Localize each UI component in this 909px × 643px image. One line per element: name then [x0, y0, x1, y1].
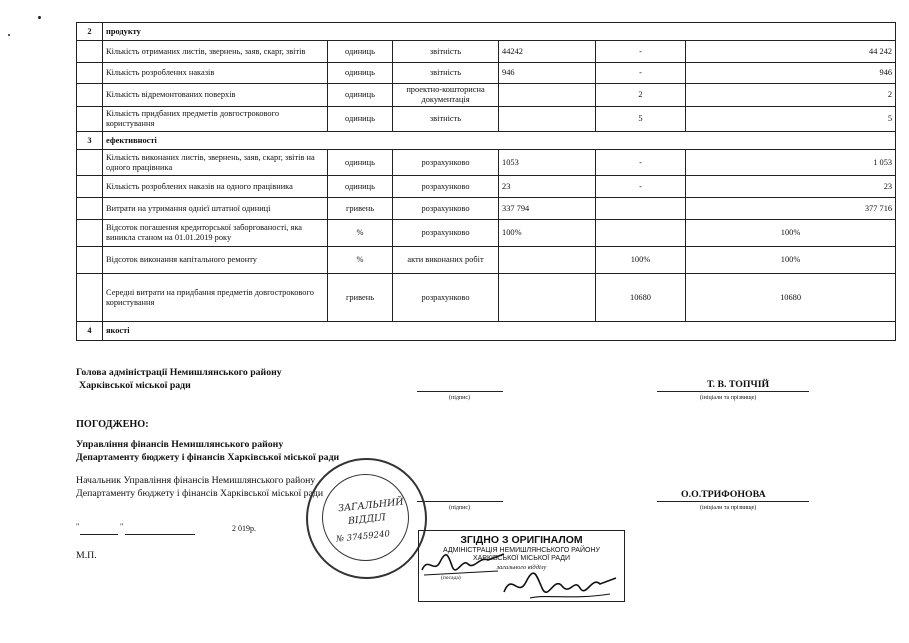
- value-general: 337 794: [499, 198, 596, 220]
- value-special: 100%: [596, 247, 686, 274]
- round-seal: [306, 458, 427, 579]
- stamp-line1: АДМІНІСТРАЦІЯ НЕМИШЛЯНСЬКОГО РАЙОНУ: [443, 547, 600, 554]
- table-row: [77, 150, 896, 176]
- indicator-name: Витрати на утримання однієї штатної одиниці: [103, 198, 328, 220]
- value-total: 100%: [686, 247, 896, 274]
- agreed-name: О.О.ТРИФОНОВА: [681, 489, 766, 500]
- table-row: [77, 84, 896, 107]
- signature-caption: (підпис): [449, 505, 471, 511]
- table-row: [77, 274, 896, 322]
- name-line: [657, 501, 809, 502]
- handwritten-signature: [418, 548, 508, 580]
- agreed-heading: ПОГОДЖЕНО:: [76, 419, 149, 430]
- scan-dot: [38, 16, 41, 19]
- date-year: 2 019р.: [232, 524, 256, 533]
- unit: одиниць: [328, 150, 393, 176]
- unit: одиниць: [328, 41, 393, 63]
- source: акти виконаних робіт: [393, 247, 499, 274]
- source: розрахунково: [393, 176, 499, 198]
- unit: одиниць: [328, 63, 393, 84]
- indicator-name: Середні витрати на придбання предметів довгострокового користування: [103, 274, 328, 322]
- signature-caption: (підпис): [449, 395, 471, 401]
- section-number: 2: [77, 23, 103, 41]
- indicator-name: Кількість відремонтованих поверхів: [103, 84, 328, 107]
- value-general: [499, 274, 596, 322]
- scan-dot: [8, 34, 10, 36]
- head-title-line1: Голова адміністрації Немишлянського району: [76, 367, 282, 378]
- agreed-org-line1: Управління фінансів Немишлянського району: [76, 439, 284, 450]
- section-number: 4: [77, 322, 103, 341]
- agreed-org-line2: Департаменту бюджету і фінансів Харківської міської ради: [76, 452, 340, 463]
- seal-code: № 37459240: [335, 529, 391, 545]
- date-month-line: [125, 534, 195, 535]
- signature-line: [417, 391, 503, 392]
- value-total: 1 053: [686, 150, 896, 176]
- section-row: [77, 322, 896, 341]
- seal-text-line2: ВІДДІЛ: [347, 512, 387, 527]
- value-total: 5: [686, 107, 896, 132]
- indicator-name: Кількість виконаних листів, звернень, заяв, скарг, звітів на одного працівника: [103, 150, 328, 176]
- table-row: [77, 63, 896, 84]
- indicator-name: Кількість отриманих листів, звернень, заяв, скарг, звітів: [103, 41, 328, 63]
- table-row: [77, 247, 896, 274]
- table-row: [77, 107, 896, 132]
- unit: одиниць: [328, 176, 393, 198]
- value-special: [596, 220, 686, 247]
- indicators-table: [76, 22, 896, 341]
- table-row: [77, 220, 896, 247]
- stamp-line3: загального відділу: [496, 564, 547, 571]
- date-day-line: [80, 534, 118, 535]
- table-row: [77, 41, 896, 63]
- section-title: продукту: [103, 23, 896, 41]
- source: розрахунково: [393, 150, 499, 176]
- handwritten-signature: [500, 568, 620, 604]
- mp-label: М.П.: [76, 550, 97, 561]
- section-title: якості: [103, 322, 896, 341]
- indicator-name: Кількість розроблених наказів на одного працівника: [103, 176, 328, 198]
- value-special: 2: [596, 84, 686, 107]
- source: розрахунково: [393, 274, 499, 322]
- value-total: 946: [686, 63, 896, 84]
- date-quote-open: ": [76, 522, 80, 531]
- stamp-line2: ХАРКІВСЬКОЇ МІСЬКОЇ РАДИ: [472, 555, 571, 562]
- section-number: 3: [77, 132, 103, 150]
- value-total: 23: [686, 176, 896, 198]
- unit: одиниць: [328, 84, 393, 107]
- source: розрахунково: [393, 220, 499, 247]
- value-general: [499, 84, 596, 107]
- table-row: [77, 198, 896, 220]
- indicator-name: Відсоток виконання капітального ремонту: [103, 247, 328, 274]
- value-total: 2: [686, 84, 896, 107]
- name-caption: (ініціали та прізвище): [700, 395, 757, 401]
- indicator-name: Кількість розроблених наказів: [103, 63, 328, 84]
- value-general: 23: [499, 176, 596, 198]
- section-title: ефективності: [103, 132, 896, 150]
- value-special: [596, 198, 686, 220]
- value-special: -: [596, 176, 686, 198]
- unit: %: [328, 247, 393, 274]
- stamp-caption: (посада): [441, 575, 461, 581]
- value-total: 377 716: [686, 198, 896, 220]
- value-special: -: [596, 41, 686, 63]
- value-special: -: [596, 63, 686, 84]
- value-special: 5: [596, 107, 686, 132]
- value-total: 44 242: [686, 41, 896, 63]
- indicator-name: Відсоток погашення кредиторської заборгованості, яка виникла станом на 01.01.2019 року: [103, 220, 328, 247]
- value-total: 100%: [686, 220, 896, 247]
- signature-line: [417, 501, 503, 502]
- head-title-line2: Харківської міської ради: [79, 380, 191, 391]
- section-row: [77, 23, 896, 41]
- agreed-position-line2: Департаменту бюджету і фінансів Харківської міської ради: [76, 488, 324, 499]
- unit: %: [328, 220, 393, 247]
- value-general: [499, 107, 596, 132]
- value-general: 100%: [499, 220, 596, 247]
- unit: гривень: [328, 274, 393, 322]
- agreed-position-line1: Начальник Управління фінансів Немишлянського району: [76, 475, 316, 486]
- unit: гривень: [328, 198, 393, 220]
- source: розрахунково: [393, 198, 499, 220]
- head-name: Т. В. ТОПЧІЙ: [707, 379, 770, 390]
- value-general: 946: [499, 63, 596, 84]
- name-caption: (ініціали та прізвище): [700, 505, 757, 511]
- value-special: -: [596, 150, 686, 176]
- date-quote-close: ": [120, 522, 124, 531]
- table-row: [77, 176, 896, 198]
- seal-text-line1: ЗАГАЛЬНИЙ: [337, 496, 405, 515]
- section-row: [77, 132, 896, 150]
- source: проектно-кошторисна документація: [393, 84, 499, 107]
- value-general: 44242: [499, 41, 596, 63]
- name-line: [657, 391, 809, 392]
- stamp-title: ЗГІДНО З ОРИГІНАЛОМ: [460, 534, 583, 546]
- value-total: 10680: [686, 274, 896, 322]
- value-special: 10680: [596, 274, 686, 322]
- indicator-name: Кількість придбаних предметів довгострокового користування: [103, 107, 328, 132]
- source: звітність: [393, 41, 499, 63]
- source: звітність: [393, 107, 499, 132]
- unit: одиниць: [328, 107, 393, 132]
- value-general: 1053: [499, 150, 596, 176]
- source: звітність: [393, 63, 499, 84]
- value-general: [499, 247, 596, 274]
